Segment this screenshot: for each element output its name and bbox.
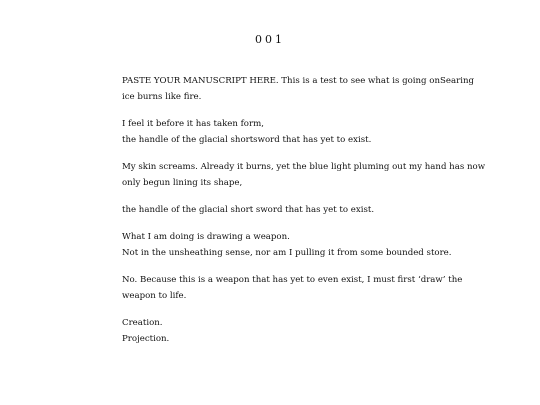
text-line: weapon to life. [122, 291, 187, 301]
paragraph [122, 315, 422, 347]
text-line: Projection. [122, 334, 170, 344]
paragraph [122, 116, 422, 148]
paragraph [122, 73, 474, 105]
paragraph [122, 202, 422, 218]
paragraph [122, 272, 463, 304]
text-line: ice burns like fire. [122, 92, 202, 102]
paragraph [122, 229, 452, 261]
paragraph [122, 159, 486, 191]
text-line: only begun lining its shape, [122, 178, 243, 188]
text-line: No. Because this is a weapon that has yet to even exist, I must first ‘draw’ the [122, 275, 463, 285]
text-line: the handle of the glacial shortsword that has yet to exist. [122, 135, 372, 145]
text-line: PASTE YOUR MANUSCRIPT HERE. This is a test to see what is going onSearing [122, 76, 474, 86]
text-line: My skin screams. Already it burns, yet the blue light pluming out my hand has now [122, 162, 486, 172]
chapter-number: 001 [255, 33, 285, 46]
text-line: Creation. [122, 318, 163, 328]
text-line: the handle of the glacial short sword that has yet to exist. [122, 205, 375, 215]
text-line: Not in the unsheathing sense, nor am I pulling it from some bounded store. [122, 248, 452, 258]
text-line: What I am doing is drawing a weapon. [122, 232, 290, 242]
text-line: I feel it before it has taken form, [122, 119, 264, 129]
manuscript-body [122, 73, 486, 358]
